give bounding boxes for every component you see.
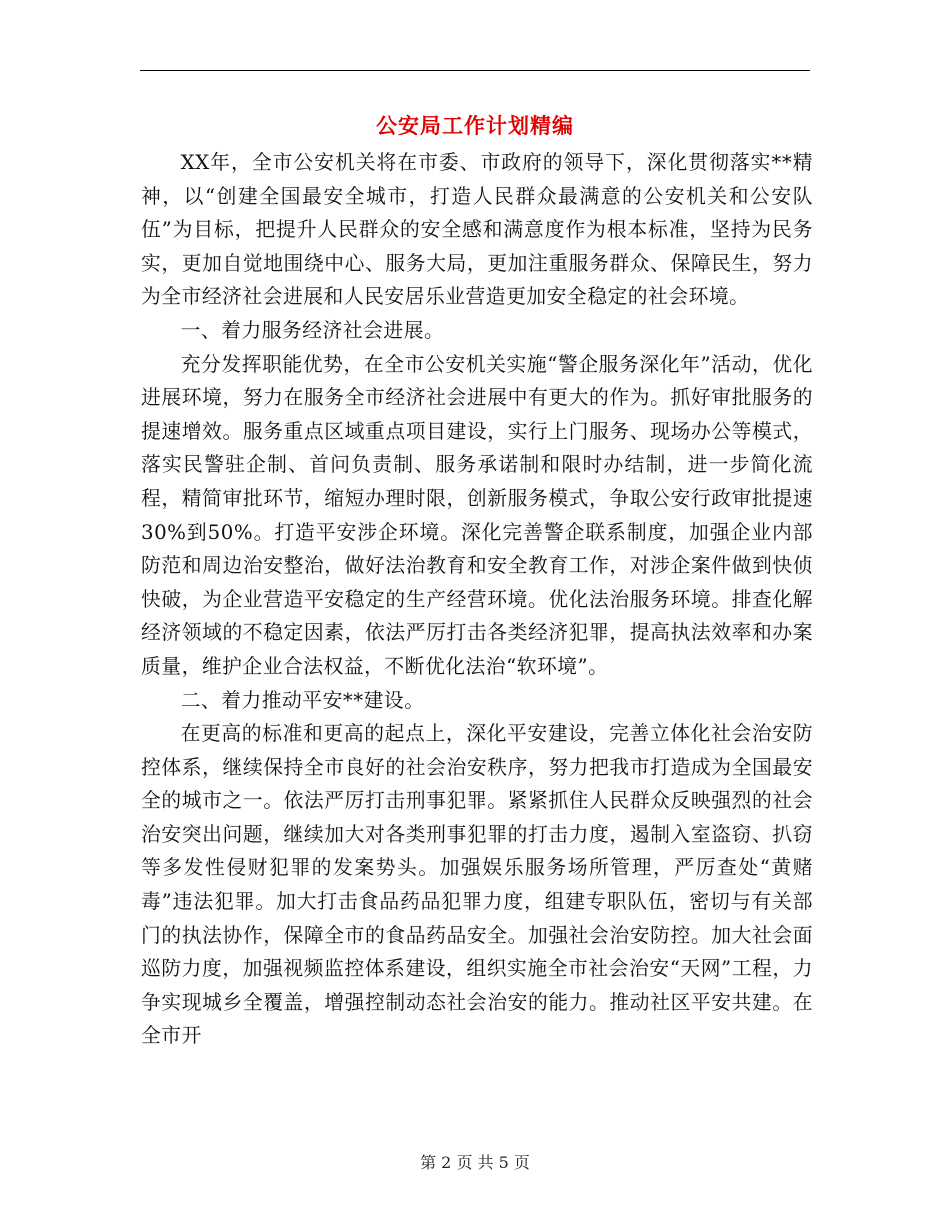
document-body bbox=[141, 146, 813, 1053]
header-rule bbox=[140, 70, 810, 71]
page-number-footer: 第 2 页 共 5 页 bbox=[420, 1153, 530, 1172]
section-heading-2: 二、着力推动平安**建设。 bbox=[180, 688, 425, 712]
paragraph-section-2: 在更高的标准和更高的起点上，深化平安建设，完善立体化社会治安防控体系，继续保持全市良好的社会治安秩序，努力把我市打造成为全国最安全的城市之一。依法严厉打击刑事犯罪。紧紧抓住人民群众反映强烈的社会治安突出问题，继续加大对各类刑事犯罪的打击力度，遏制入室盗窃、扒窃等多发性侵财犯罪的发案势头。加强娱乐服务场所管理，严厉查处“黄赌毒”违法犯罪。加大打击食品药品犯罪力度，组建专职队伍，密切与有关部门的执法协作，保障全市的食品药品安全。加强社会治安防控。加大社会面巡防力度，加强视频监控体系建设，组织实施全市社会治安“天网”工程，力争实现城乡全覆盖，增强控制动态社会治安的能力。推动社区平安共建。在全市开 bbox=[141, 722, 813, 1048]
document-title: 公安局工作计划精编 bbox=[376, 114, 574, 138]
section-heading-1: 一、着力服务经济社会进展。 bbox=[180, 318, 445, 342]
paragraph-section-1: 充分发挥职能优势，在全市公安机关实施“警企服务深化年”活动，优化进展环境，努力在服务全市经济社会进展中有更大的作为。抓好审批服务的提速增效。服务重点区域重点项目建设，实行上门服务、现场办公等模式，落实民警驻企制、首问负责制、服务承诺制和限时办结制，进一步简化流程，精简审批环节，缩短办理时限，创新服务模式，争取公安行政审批提速30%到50%。打造平安涉企环境。深化完善警企联系制度，加强企业内部防范和周边治安整治，做好法治教育和安全教育工作，对涉企案件做到快侦快破，为企业营造平安稳定的生产经营环境。优化法治服务环境。排查化解经济领域的不稳定因素，依法严厉打击各类经济犯罪，提高执法效率和办案质量，维护企业合法权益，不断优化法治“软环境”。 bbox=[141, 352, 813, 678]
paragraph-intro: XX年，全市公安机关将在市委、市政府的领导下，深化贯彻落实**精神，以“创建全国最安全城市，打造人民群众最满意的公安机关和公安队伍”为目标，把提升人民群众的安全感和满意度作为根本标准，坚持为民务实，更加自觉地围绕中心、服务大局，更加注重服务群众、保障民生，努力为全市经济社会进展和人民安居乐业营造更加安全稳定的社会环境。 bbox=[141, 151, 813, 309]
